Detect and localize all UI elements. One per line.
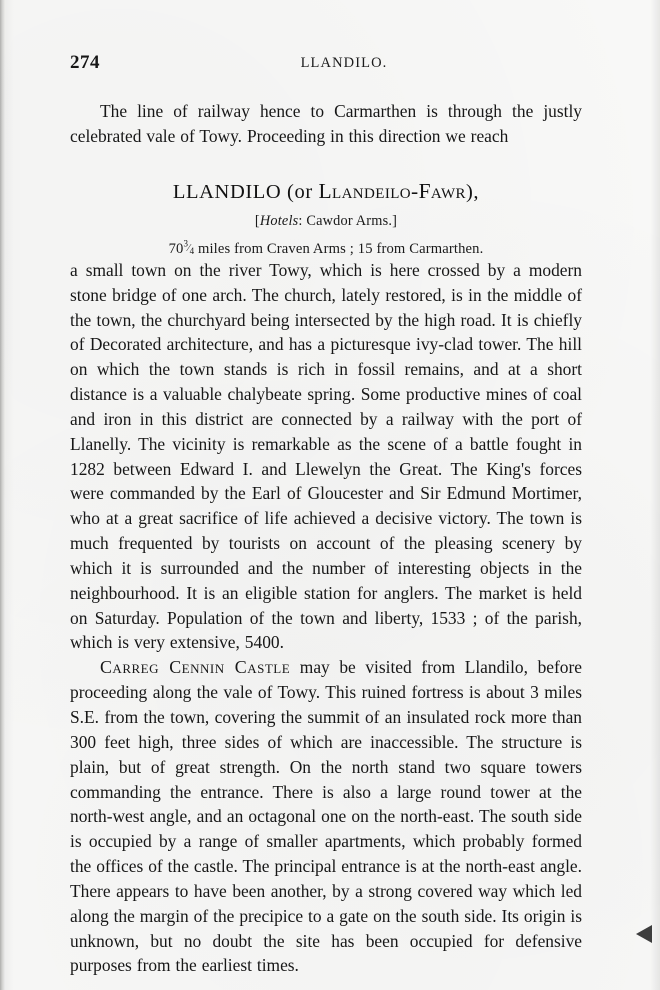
distance-remainder: miles from Craven Arms ; 15 from Carmarthen. — [194, 240, 484, 257]
place-title-paren-open: (or — [281, 180, 319, 203]
fraction-numerator: 3 — [183, 238, 188, 249]
hotels-label: Hotels — [259, 212, 299, 229]
text-block — [70, 0, 582, 978]
scan-artifact-wedge — [636, 925, 652, 943]
hotels-value: : Cawdor Arms.] — [298, 212, 398, 229]
distance-line — [70, 239, 582, 258]
carreg-cennin-castle-paragraph — [70, 655, 582, 978]
section-heading-block — [70, 179, 582, 258]
place-title-main: LLANDILO — [172, 180, 282, 203]
castle-name-smallcaps: Carreg Cennin Castle — [100, 657, 291, 678]
llandilo-description-paragraph: a small town on the river Towy, which is here crossed by a modern stone bridge of one arch. The church, lately restored, is in the middle of the town, the churchyard being intersected by the high road. It is chiefly of Decorated architecture, and has a picturesque ivy-clad tower. The hill on which the town stands is rich in fossil remains, and at a short distance is a valuable chalybeate spring. Some productive mines of coal and iron in this district are connected by a railway with the port of Llanelly. The vicinity is remarkable as the scene of a battle fought in 1282 between Edward I. and Llewelyn the Great. The King's forces were commanded by the Earl of Gloucester and Sir Edmund Mortimer, who at a great sacrifice of life achieved a decisive victory. The town is much frequented by tourists on account of the pleasing scenery by which it is surrounded and the number of interesting objects in the neighbourhood. It is an eligible station for anglers. The market is held on Saturday. Population of the town and liberty, 1533 ; of the parish, which is very extensive, 5400. — [70, 259, 582, 653]
scan-vignette-right-edge — [650, 0, 660, 990]
hotels-bracket-open: [ — [254, 212, 260, 229]
hotels-line — [70, 213, 582, 230]
scan-gutter-left-edge — [0, 0, 5, 990]
place-title-paren-close: ), — [465, 180, 480, 203]
place-title — [70, 179, 582, 204]
intro-paragraph: The line of railway hence to Carmarthen is through the justly celebrated vale of Towy. Proceeding in this direction we reach — [70, 101, 582, 146]
place-title-alt-name: Llandeilo-Fawr — [318, 178, 466, 203]
fraction-denominator: 4 — [189, 246, 195, 257]
running-head: LLANDILO. — [300, 55, 388, 71]
distance-fraction: $^3⁄_4$ — [183, 238, 195, 257]
distance-whole-number: 70 — [168, 240, 184, 257]
castle-description-text: may be visited from Llandilo, before proceeding along the vale of Towy. This ruined fortress is about 3 miles S.E. from the town, covering the summit of an insulated rock more than 300 feet high, three sides of which are inaccessible. The structure is plain, but of great strength. On the north stand two square towers commanding the entrance. There is also a large round tower at the north-west angle, and an octagonal one on the north-east. The south side is occupied by a range of smaller apartments, which probably formed the offices of the castle. The principal entrance is at the north-east angle. There appears to have been another, by a strong covered way which led along the margin of the precipice to a gate on the south side. Its origin is unknown, but no doubt the site has been occupied for defensive purposes from the earliest times. — [70, 657, 582, 976]
page-header — [70, 52, 582, 82]
page-number: 274 — [70, 52, 100, 73]
